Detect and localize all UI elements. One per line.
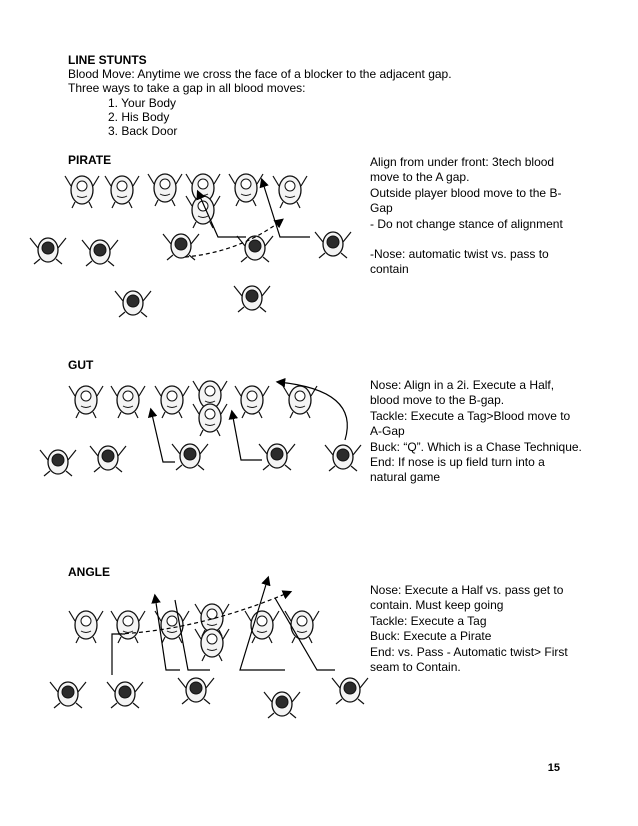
gut-diagram bbox=[40, 381, 361, 476]
angle-route-line bbox=[112, 634, 125, 675]
offense-player bbox=[229, 174, 263, 206]
gut-note-2: Tackle: Execute a Tag>Blood move to A-Gap bbox=[370, 408, 571, 439]
page-heading: LINE STUNTS bbox=[68, 53, 147, 67]
three-ways-intro: Three ways to take a gap in all blood moves: bbox=[68, 81, 306, 95]
defense-player bbox=[234, 286, 270, 312]
angle-diagram bbox=[50, 578, 368, 718]
defense-player bbox=[90, 446, 126, 472]
offense-player bbox=[105, 176, 139, 208]
defense-player bbox=[332, 678, 368, 704]
pirate-diagram bbox=[30, 174, 351, 317]
offense-quarterback bbox=[193, 404, 227, 436]
defense-player bbox=[259, 444, 295, 470]
defense-player bbox=[172, 444, 208, 470]
chase-arrow bbox=[278, 382, 347, 440]
pirate-note-3: - Do not change stance of alignment bbox=[370, 216, 563, 231]
angle-title: ANGLE bbox=[68, 565, 110, 579]
offense-player bbox=[111, 386, 145, 418]
defense-player bbox=[325, 445, 361, 471]
page-number: 15 bbox=[547, 762, 560, 774]
offense-quarterback bbox=[195, 629, 229, 661]
way-item-3: 3. Back Door bbox=[108, 124, 178, 138]
pirate-title: PIRATE bbox=[68, 153, 112, 167]
defense-player bbox=[264, 692, 300, 718]
way-item-1: 1. Your Body bbox=[108, 96, 177, 110]
offense-player bbox=[69, 386, 103, 418]
offense-player bbox=[273, 176, 307, 208]
defense-player bbox=[315, 232, 351, 258]
offense-player bbox=[235, 386, 269, 418]
blood-move-arrow bbox=[232, 412, 262, 460]
angle-note-2: Tackle: Execute a Tag bbox=[370, 613, 487, 628]
pirate-note-2: Outside player blood move to the B-Gap bbox=[370, 185, 562, 216]
offense-player bbox=[111, 611, 145, 643]
pirate-note-5: -Nose: automatic twist vs. pass to contain bbox=[370, 247, 549, 277]
defense-player bbox=[237, 236, 273, 262]
twist-route-arrow bbox=[185, 220, 282, 257]
defense-player bbox=[115, 291, 151, 317]
blood-move-definition: Blood Move: Anytime we cross the face of a blocker to the adjacent gap. bbox=[68, 67, 452, 81]
defense-player bbox=[30, 238, 66, 264]
offense-player bbox=[285, 611, 319, 643]
gut-note-4: End: If nose is up field turn into a natural game bbox=[370, 455, 545, 485]
defense-player bbox=[178, 678, 214, 704]
offense-player bbox=[65, 176, 99, 208]
way-item-2: 2. His Body bbox=[108, 110, 170, 124]
angle-note-4: End: vs. Pass - Automatic twist> First seam to Contain. bbox=[370, 644, 568, 675]
gut-note-3: Buck: “Q”. Which is a Chase Technique. bbox=[370, 439, 582, 454]
angle-note-1: Nose: Execute a Half vs. pass get to contain. Must keep going bbox=[370, 583, 564, 613]
offense-player bbox=[155, 386, 189, 418]
gut-note-1: Nose: Align in a 2i. Execute a Half, blood move to the B-gap. bbox=[370, 378, 555, 408]
angle-note-3: Buck: Execute a Pirate bbox=[370, 629, 492, 644]
defense-player bbox=[82, 240, 118, 266]
blood-move-arrow bbox=[151, 410, 175, 462]
offense-player bbox=[69, 611, 103, 643]
offense-player bbox=[148, 174, 182, 206]
offense-player bbox=[283, 386, 317, 418]
offense-quarterback bbox=[186, 196, 220, 228]
defense-player bbox=[50, 682, 86, 708]
defense-player bbox=[107, 682, 143, 708]
pirate-note-1: Align from under front: 3tech blood move to the A gap. bbox=[370, 155, 555, 185]
defense-player bbox=[40, 450, 76, 476]
gut-title: GUT bbox=[68, 358, 94, 372]
